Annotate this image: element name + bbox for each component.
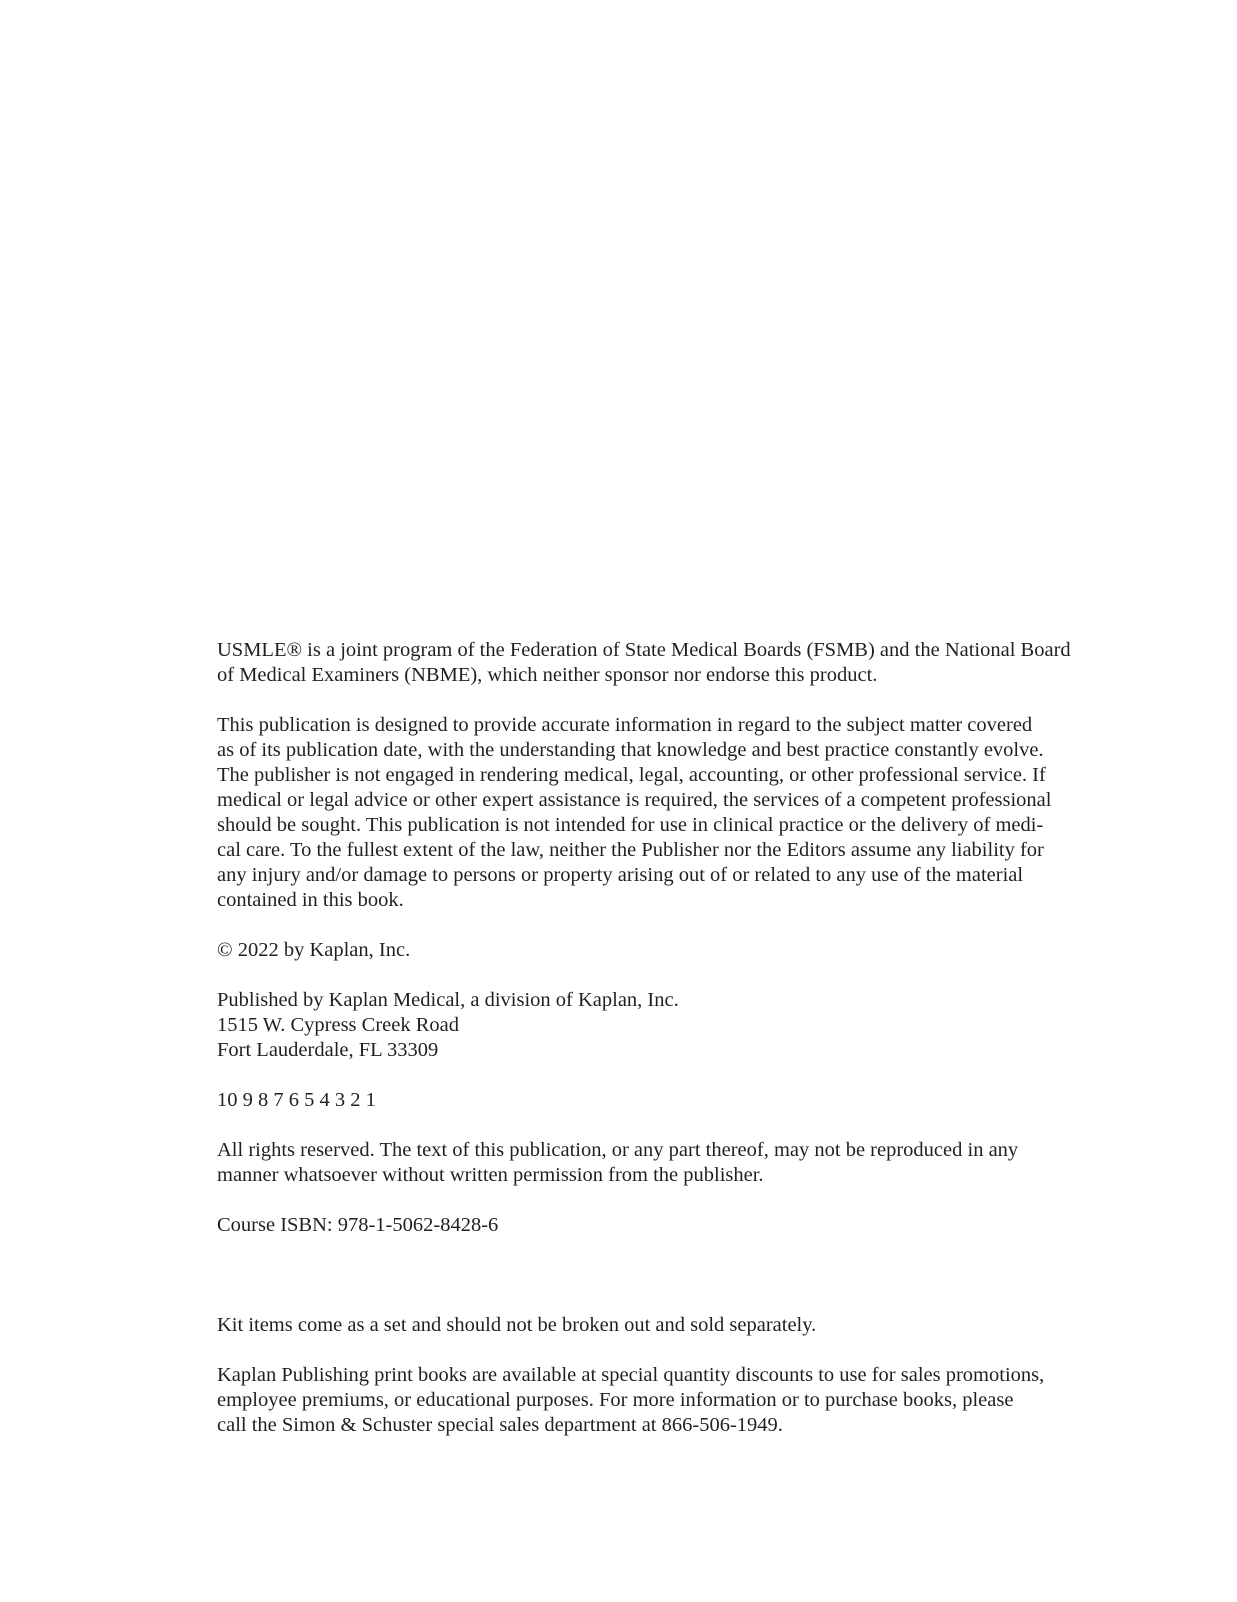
publisher-line: Published by Kaplan Medical, a division of Kaplan, Inc.	[217, 989, 679, 1011]
copyright-line: © 2022 by Kaplan, Inc.	[217, 939, 411, 961]
copyright-text-block	[217, 638, 1097, 1463]
printing-number-line: 10 9 8 7 6 5 4 3 2 1	[217, 1089, 376, 1111]
trademark-notice	[217, 638, 1097, 688]
disclaimer-line: medical or legal advice or other expert assistance is required, the services of a competent professional	[217, 789, 1052, 811]
publisher-line: 1515 W. Cypress Creek Road	[217, 1014, 459, 1036]
disclaimer-line: This publication is designed to provide accurate information in regard to the subject matter covered	[217, 714, 1033, 736]
disclaimer-line: The publisher is not engaged in rendering medical, legal, accounting, or other professional service. If	[217, 764, 1046, 786]
rights-line: All rights reserved. The text of this publication, or any part thereof, may not be reproduced in any	[217, 1139, 1019, 1161]
isbn-line	[217, 1213, 1097, 1238]
disclaimer-line: contained in this book.	[217, 889, 404, 911]
trademark-line: of Medical Examiners (NBME), which neither sponsor nor endorse this product.	[217, 664, 878, 686]
trademark-line: USMLE® is a joint program of the Federation of State Medical Boards (FSMB) and the National Board	[217, 639, 1071, 661]
sales-line: call the Simon & Schuster special sales department at 866-506-1949.	[217, 1414, 783, 1436]
disclaimer-line: as of its publication date, with the understanding that knowledge and best practice constantly evolve.	[217, 739, 1044, 761]
printing-line	[217, 1088, 1097, 1113]
publisher-line: Fort Lauderdale, FL 33309	[217, 1039, 439, 1061]
rights-line: manner whatsoever without written permission from the publisher.	[217, 1164, 764, 1186]
section-spacer	[217, 1263, 1097, 1313]
kit-notice	[217, 1313, 1097, 1338]
sales-line: Kaplan Publishing print books are available at special quantity discounts to use for sales promotions,	[217, 1364, 1045, 1386]
kit-notice-line: Kit items come as a set and should not be broken out and sold separately.	[217, 1314, 817, 1336]
disclaimer-line: cal care. To the fullest extent of the law, neither the Publisher nor the Editors assume any liability for	[217, 839, 1044, 861]
disclaimer-line: should be sought. This publication is not intended for use in clinical practice or the delivery of medi-	[217, 814, 1044, 836]
sales-notice	[217, 1363, 1097, 1438]
copyright-notice	[217, 938, 1097, 963]
isbn-text: Course ISBN: 978-1-5062-8428-6	[217, 1214, 499, 1236]
disclaimer-paragraph	[217, 713, 1097, 913]
rights-notice	[217, 1138, 1097, 1188]
sales-line: employee premiums, or educational purposes. For more information or to purchase books, please	[217, 1389, 1014, 1411]
disclaimer-line: any injury and/or damage to persons or property arising out of or related to any use of the material	[217, 864, 1024, 886]
publisher-address	[217, 988, 1097, 1063]
